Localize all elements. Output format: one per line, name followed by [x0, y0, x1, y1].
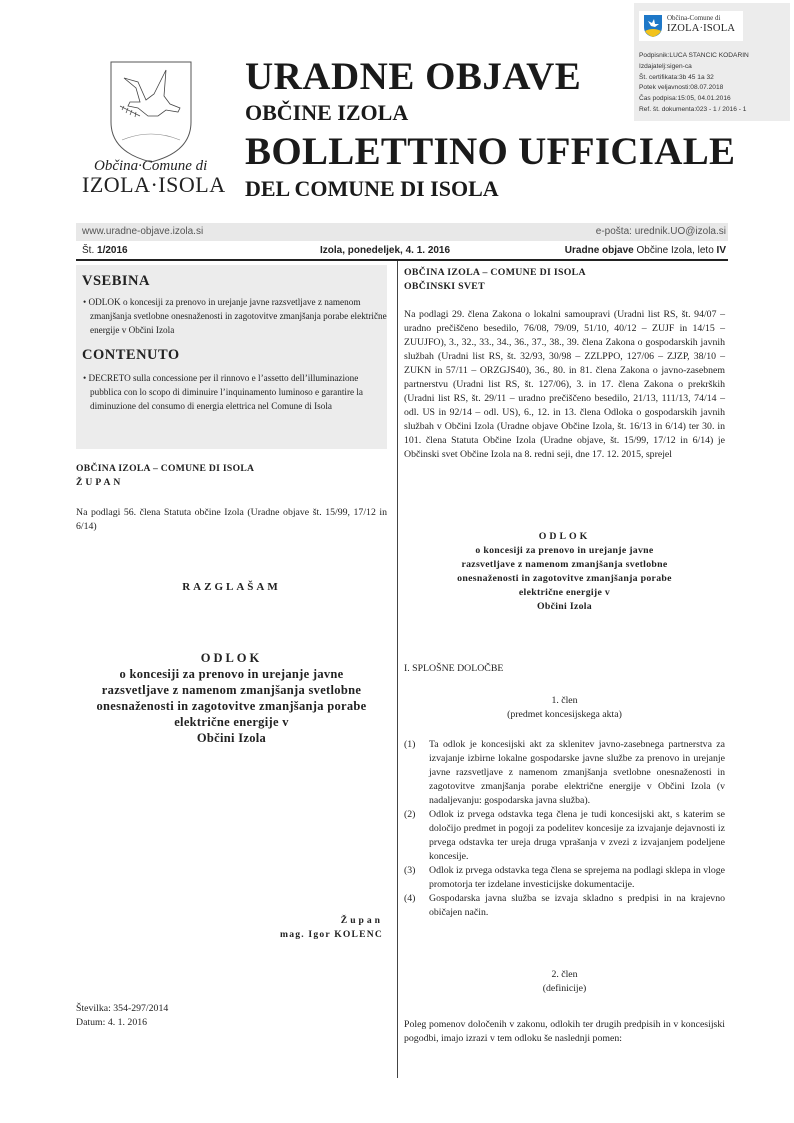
table-of-contents: [76, 265, 387, 449]
shield-logo-icon: [643, 14, 663, 38]
paragraph-number: (2): [404, 809, 416, 820]
toc-item-sl[interactable]: • ODLOK o koncesiji za prenovo in urejanje javne razsvetljave z namenom zmanjšanja svetlobne onesnaženosti in zagotovitve zmanjšanja porabe električne energije v Občini Izola: [83, 297, 387, 335]
masthead-title-it: BOLLETTINO UFFICIALE: [245, 130, 736, 173]
masthead-subtitle-it: DEL COMUNE DI ISOLA: [245, 176, 499, 201]
right-odlok-line: električne energije v: [518, 587, 611, 598]
contact-bar: [76, 223, 728, 241]
paragraph-text: Odlok iz prvega odstavka tega člena je tudi koncesijski akt, s katerim se določijo predmet in pogoji za podelitev koncesije za izvajanje dejavnosti iz prvega odstavka ter ureja druga vprašanja v zvezi z izvajanjem podeljene koncesije.: [429, 809, 725, 862]
left-legal-basis: Na podlagi 56. člena Statuta občine Izola (Uradne objave št. 15/99, 17/12 in 6/14): [76, 507, 387, 532]
signature-certificate: Št. certifikata:3b 45 1a 32: [639, 73, 714, 81]
right-body-heading: OBČINSKI SVET: [404, 281, 485, 292]
paragraph-text: Odlok iz prvega odstavka tega člena se sprejema na podlagi sklepa in vloge promotorja ter izdelane investicijske dokumentacije.: [429, 865, 725, 890]
paragraph-number: (1): [404, 739, 416, 750]
left-odlok-line: razsvetljave z namenom zmanjšanja svetlobne: [101, 683, 362, 697]
signature-signer: Podpisnik:LUCA STANCIC KODARIN: [639, 52, 749, 59]
article-2-title: (definicije): [542, 983, 587, 994]
masthead-title-sl: URADNE OBJAVE: [245, 55, 582, 98]
paragraph-number: (3): [404, 865, 416, 876]
issue-date: Izola, ponedeljek, 4. 1. 2016: [320, 245, 451, 256]
right-odlok-block: [404, 530, 725, 614]
signature-details: [639, 51, 749, 116]
publication-label: [565, 245, 726, 256]
paragraph-number: (4): [404, 893, 416, 904]
definitions-intro: Poleg pomenov določenih v zakonu, odlokih ter drugih predpisih in v koncesijski pogodbi, imajo izrazi v tem odloku še naslednji pomen:: [404, 1019, 725, 1044]
signature-validity: Potek veljavnosti:08.07.2018: [639, 84, 724, 92]
article-1-paragraphs: [404, 738, 725, 920]
signature-logo-line2: IZOLA·ISOLA: [667, 23, 736, 34]
article-1-number: 1. člen: [551, 695, 578, 706]
toc-item-it[interactable]: • DECRETO sulla concessione per il rinnovo e l’assetto dell’illuminazione pubblica con lo scopo di diminuire l’inquinamento luminoso e garantire la diminuzione del consumo di energia elettrica nel Comune di Isola: [83, 373, 364, 411]
toc-item-sl-text: ODLOK o koncesiji za prenovo in urejanje javne razsvetljave z namenom zmanjšanja svetlobne onesnaženosti in zagotovitve zmanjšanja porabe električne energije v Občini Izola: [88, 297, 387, 335]
signer-role: Župan: [340, 915, 383, 926]
signature-time: Čas podpisa:15:05, 04.01.2016: [639, 95, 731, 103]
article-2-number: 2. člen: [551, 969, 578, 980]
paragraph-text: Ta odlok je koncesijski akt za sklenitev javno-zasebnega partnerstva za izvajanje izbirne lokalne gospodarske javne službe za prenovo in urejanje javne razsvetljave z namenom zmanjšanja svetlobne onesnaženosti in zagotovitve zmanjšanja porabe električne energije v Občini Izola (v nadaljevanju: gospodarska javna služba).: [429, 739, 725, 806]
signature-logo-line1: Občina-Comune di: [667, 14, 721, 22]
signer-name: mag. Igor KOLENC: [280, 929, 383, 940]
paragraph-text: Gospodarska javna služba se izvaja skladno s predpisi in na krajevno običajen način.: [429, 893, 725, 918]
digital-signature-box: [634, 3, 790, 121]
article-1-title: (predmet koncesijskega akta): [507, 709, 622, 720]
issue-bar: [76, 243, 728, 261]
signature-logo: [639, 11, 743, 41]
toc-item-it-text: DECRETO sulla concessione per il rinnovo e l’assetto dell’illuminazione pubblica con lo scopo di diminuire l’inquinamento luminoso e garantire la diminuzione del consumo di energia elettrica nel Comune di Isola: [88, 373, 364, 411]
paragraph: [404, 738, 725, 808]
left-org-heading: OBČINA IZOLA – COMUNE DI ISOLA: [76, 463, 255, 474]
left-odlok-line: Občini Izola: [196, 731, 267, 745]
document-date: Datum: 4. 1. 2016: [76, 1017, 148, 1028]
document-number: Številka: 354-297/2014: [76, 1003, 169, 1014]
proclaim-heading: RAZGLAŠAM: [182, 581, 281, 593]
issue-value: 1/2016: [97, 245, 128, 256]
right-odlok-line: o koncesiji za prenovo in urejanje javne: [475, 545, 654, 556]
right-odlok-line: razsvetljave z namenom zmanjšanja svetlobne: [461, 559, 668, 570]
left-odlok-line: električne energije v: [174, 715, 289, 729]
crest-caption-line1: Občina·Comune di: [94, 158, 208, 174]
left-odlok-block: [76, 650, 387, 746]
right-odlok-line: onesnaženosti in zagotovitve zmanjšanja porabe: [457, 573, 672, 584]
signature-issuer: Izdajatelj:sigen-ca: [639, 62, 692, 70]
masthead-subtitle-sl: OBČINE IZOLA: [245, 100, 409, 125]
paragraph: [404, 864, 725, 892]
left-odlok-title: ODLOK: [200, 651, 263, 665]
website-link[interactable]: www.uradne-objave.izola.si: [82, 226, 204, 237]
email-link[interactable]: e-pošta: urednik.UO@izola.si: [595, 226, 726, 237]
publication-year: IV: [716, 245, 726, 256]
right-odlok-line: Občini Izola: [536, 601, 593, 612]
section-heading: I. SPLOŠNE DOLOČBE: [404, 663, 504, 674]
issue-number: [82, 245, 128, 256]
signature-reference: Ref. št. dokumenta:023 - 1 / 2016 - 1: [639, 105, 747, 113]
publication-name: Uradne objave: [564, 245, 634, 256]
right-org-heading: OBČINA IZOLA – COMUNE DI ISOLA: [404, 267, 586, 278]
toc-heading-it: CONTENUTO: [82, 347, 180, 363]
crest-icon: [108, 60, 194, 164]
left-odlok-line: o koncesiji za prenovo in urejanje javne: [119, 667, 344, 681]
paragraph: [404, 892, 725, 920]
issue-prefix: Št.: [82, 245, 95, 256]
preamble: Na podlagi 29. člena Zakona o lokalni samoupravi (Uradni list RS, št. 94/07 – uradno prečiščeno besedilo, 76/08, 79/09, 51/10, 40/12 – ZUJF in 14/15 – ZUUJFO), 3., 32., 33., 34., 36., 37., 38., 39. člena Zakona o gospodarskih javnih službah (Uradni list RS, št. 32/93, 30/98 – ZZLPPO, 127/06 – ZJZP, 38/10 – ZUKN in 57/11 – ORZGJS40), 36., 80. in 81. člena Zakona o javno-zasebnem partnerstvu (Uradni list RS, št. 127/06), 3. in 17. člena Zakona o prekrških (Uradni list RS, št. 29/11 – uradno prečiščeno besedilo, 21/13, 111/13, 74/14 – odl. US in 92/14 – odl. US), 6., 12. in 13. člena Odloka o gospodarskih javnih službah v Občini Izola (Uradne objave Občine Izola, št. 16/13 in 6/14) ter 30. in 101. člena Statuta Občine Izola (Uradne objave, št. 15/99, 17/12 in 6/14) je Občinski svet Občine Izola na 8. redni seji, dne 17. 12. 2015, sprejel: [404, 309, 725, 460]
column-divider: [397, 261, 398, 1078]
left-odlok-line: onesnaženosti in zagotovitve zmanjšanja porabe: [96, 699, 367, 713]
left-role-heading: ŽUPAN: [76, 477, 124, 488]
paragraph: [404, 808, 725, 864]
right-odlok-title: ODLOK: [538, 531, 591, 542]
crest-caption-line2: IZOLA·ISOLA: [82, 172, 226, 197]
toc-heading-sl: VSEBINA: [82, 273, 150, 289]
publication-rest: Občine Izola, leto: [636, 245, 714, 256]
